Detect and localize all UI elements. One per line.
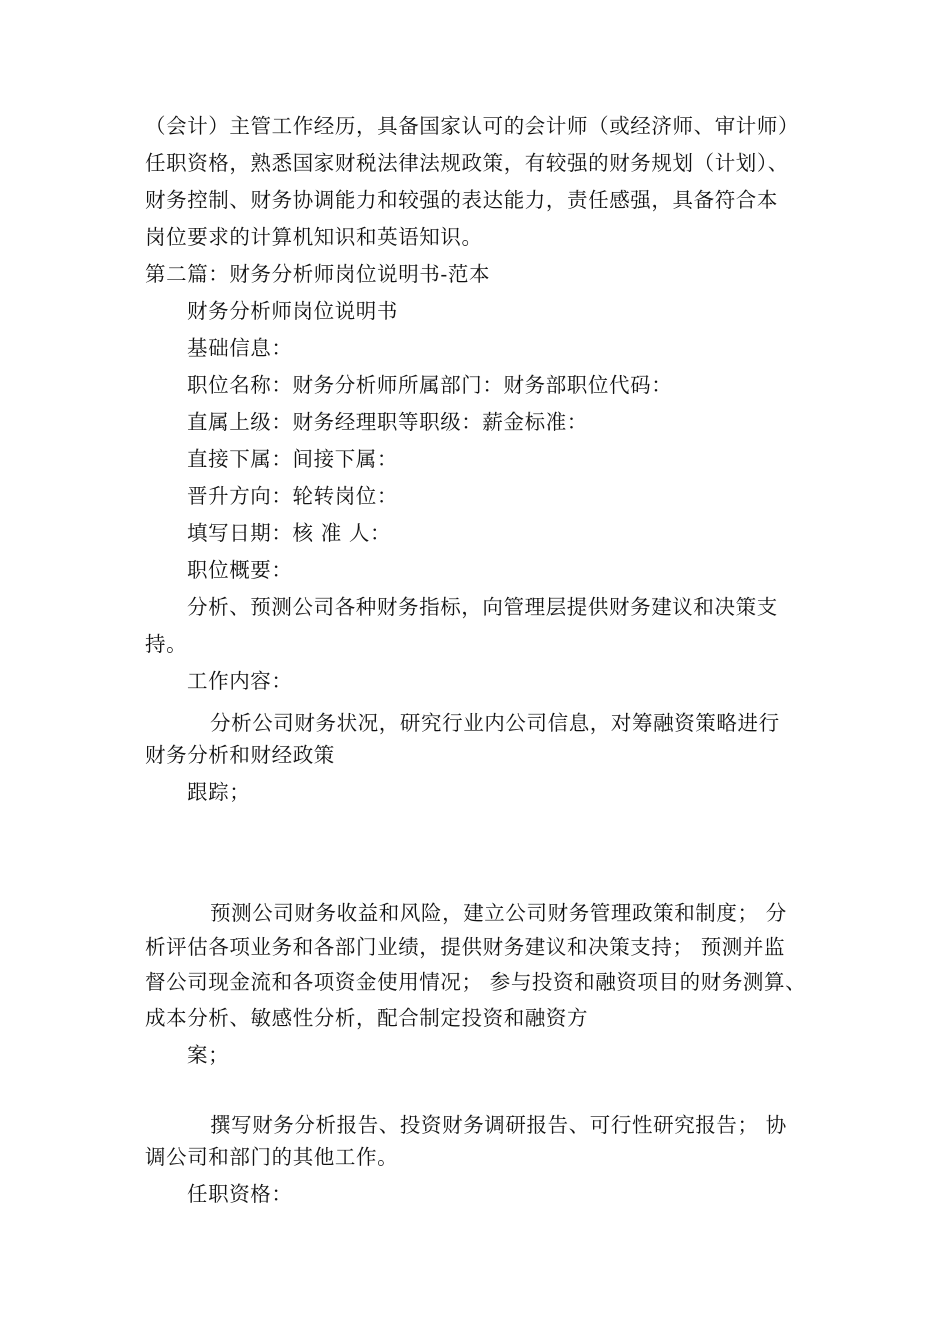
overview-line-1: 分析、预测公司各种财务指标，向管理层提供财务建议和决策支 <box>187 595 778 619</box>
basic-info-label: 基础信息： <box>187 336 293 360</box>
work-paragraph-line: 预测公司财务收益和风险，建立公司财务管理政策和制度； 分 <box>210 901 787 925</box>
work-paragraph-line: 督公司现金流和各项资金使用情况； 参与投资和融资项目的财务测算、 <box>145 970 807 994</box>
basic-info-row: 直属上级：财务经理职等职级：薪金标准： <box>187 410 588 434</box>
work-paragraph-line: 财务分析和财经政策 <box>145 743 335 767</box>
basic-info-row: 晋升方向：轮转岗位： <box>187 484 398 508</box>
work-paragraph-line: 分析公司财务状况，研究行业内公司信息，对筹融资策略进行 <box>210 711 780 735</box>
continuation-line-3: 财务控制、财务协调能力和较强的表达能力，责任感强，具备符合本 <box>145 188 778 212</box>
work-paragraph-line: 撰写财务分析报告、投资财务调研报告、可行性研究报告； 协 <box>210 1113 787 1137</box>
qualifications-label: 任职资格： <box>187 1182 293 1206</box>
continuation-line-2: 任职资格，熟悉国家财税法律法规政策，有较强的财务规划（计划）、 <box>145 151 789 175</box>
basic-info-row: 直接下属：间接下属： <box>187 447 398 471</box>
doc-title: 财务分析师岗位说明书 <box>187 299 398 323</box>
section-heading: 第二篇：财务分析师岗位说明书-范本 <box>145 262 491 286</box>
overview-label: 职位概要： <box>187 558 293 582</box>
work-paragraph-line: 调公司和部门的其他工作。 <box>145 1145 399 1169</box>
continuation-line-1: （会计）主管工作经历，具备国家认可的会计师（或经济师、审计师） <box>145 114 800 138</box>
basic-info-row: 职位名称：财务分析师所属部门：财务部职位代码： <box>187 373 673 397</box>
overview-line-2: 持。 <box>145 632 188 656</box>
work-paragraph-line: 跟踪； <box>187 780 251 804</box>
work-paragraph-line: 析评估各项业务和各部门业绩，提供财务建议和决策支持； 预测并监 <box>145 935 786 959</box>
basic-info-row: 填写日期：核 准 人： <box>187 521 392 545</box>
work-paragraph-line: 案； <box>187 1043 230 1067</box>
continuation-line-4: 岗位要求的计算机知识和英语知识。 <box>145 225 483 249</box>
work-content-label: 工作内容： <box>187 669 293 693</box>
work-paragraph-line: 成本分析、敏感性分析，配合制定投资和融资方 <box>145 1006 589 1030</box>
